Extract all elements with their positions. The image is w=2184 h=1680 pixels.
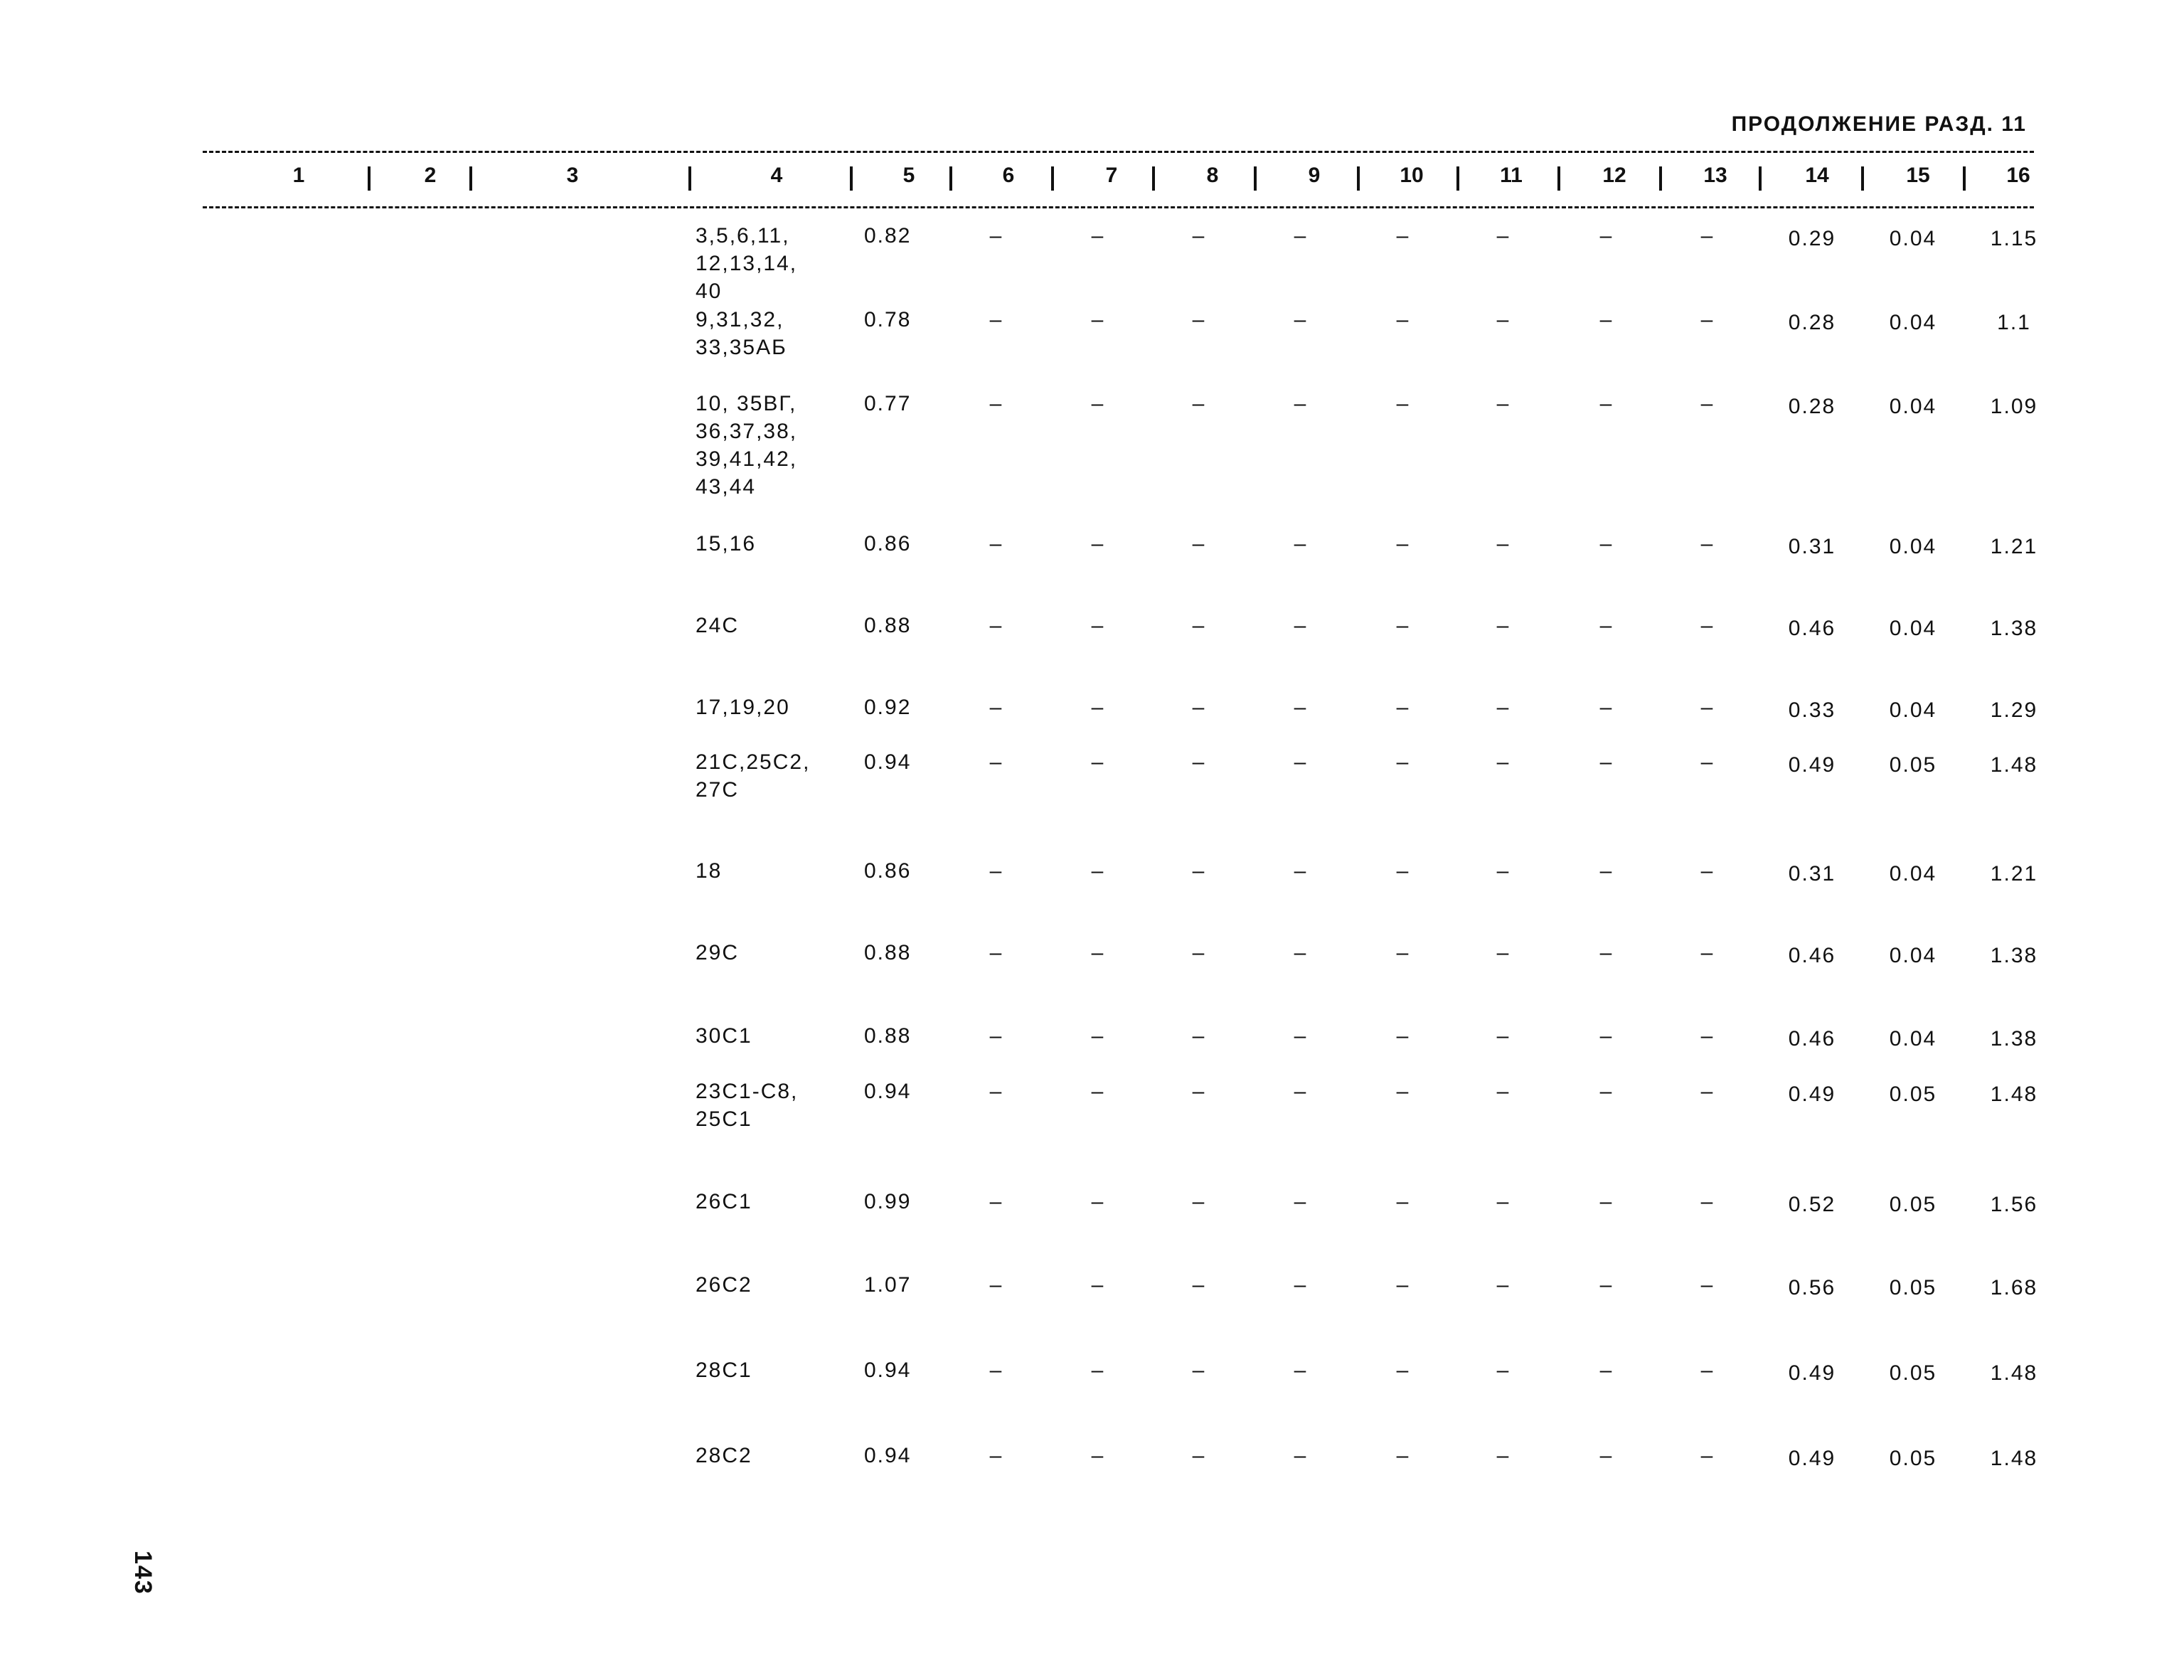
cell-col7: – [1091,614,1104,637]
cell-col11: – [1496,941,1509,964]
cell-col5: 0.86 [864,859,912,883]
cell-col7: – [1091,1080,1104,1103]
cell-col16: 1.38 [1990,944,2038,967]
cell-col9: – [1294,392,1306,415]
column-separator [1152,166,1155,191]
cell-col15: 0.04 [1889,862,1937,886]
cell-col4-line: 28С1 [696,1359,752,1382]
cell-col7: – [1091,1359,1104,1382]
cell-col12: – [1599,1444,1612,1467]
cell-col7: – [1091,696,1104,719]
cell-col4 [696,857,722,885]
cell-col6: – [989,1444,1002,1467]
cell-col7: – [1091,941,1104,964]
cell-col8: – [1192,392,1205,415]
cell-col11: – [1496,1444,1509,1467]
cell-col7: – [1091,308,1104,331]
cell-col4-line: 43,44 [696,475,757,499]
cell-col15: 0.05 [1889,753,1937,777]
cell-col14: 0.49 [1788,753,1836,777]
cell-col4 [696,1022,752,1050]
cell-col9: – [1294,224,1306,248]
section-title: ПРОДОЛЖЕНИЕ РАЗД. 11 [1731,112,2027,136]
cell-col8: – [1192,941,1205,964]
cell-col10: – [1396,1444,1409,1467]
cell-col8: – [1192,1444,1205,1467]
cell-col13: – [1700,941,1713,964]
column-header-12: 12 [1602,164,1626,187]
cell-col13: – [1700,1080,1713,1103]
cell-col11: – [1496,1359,1509,1382]
cell-col8: – [1192,1190,1205,1213]
cell-col16: 1.48 [1990,753,2038,777]
column-header-4: 4 [770,164,783,187]
cell-col16: 1.09 [1990,395,2038,418]
cell-col4 [696,612,739,639]
cell-col9: – [1294,750,1306,774]
cell-col13: – [1700,750,1713,774]
cell-col5: 0.88 [864,941,912,964]
cell-col12: – [1599,859,1612,883]
cell-col12: – [1599,532,1612,555]
cell-col4-line: 25С1 [696,1107,752,1131]
column-header-2: 2 [424,164,437,187]
cell-col5: 0.78 [864,308,912,331]
cell-col15: 0.05 [1889,1276,1937,1299]
cell-col15: 0.04 [1889,395,1937,418]
column-header-13: 13 [1703,164,1727,187]
cell-col6: – [989,750,1002,774]
column-separator [1051,166,1054,191]
cell-col16: 1.48 [1990,1083,2038,1106]
cell-col5: 0.88 [864,614,912,637]
cell-col5: 0.92 [864,696,912,719]
cell-col11: – [1496,1024,1509,1048]
cell-col11: – [1496,1190,1509,1213]
cell-col10: – [1396,1024,1409,1048]
cell-col16: 1.1 [1997,311,2031,334]
cell-col12: – [1599,1359,1612,1382]
cell-col4-line: 10, 35ВГ, [696,392,797,415]
cell-col10: – [1396,1190,1409,1213]
cell-col14: 0.46 [1788,617,1836,640]
cell-col10: – [1396,308,1409,331]
cell-col8: – [1192,1024,1205,1048]
column-separator [1357,166,1360,191]
cell-col11: – [1496,308,1509,331]
cell-col7: – [1091,1273,1104,1297]
cell-col10: – [1396,1273,1409,1297]
cell-col15: 0.05 [1889,1193,1937,1216]
cell-col14: 0.29 [1788,227,1836,250]
cell-col8: – [1192,1273,1205,1297]
column-separator [1254,166,1257,191]
cell-col16: 1.38 [1990,617,2038,640]
cell-col11: – [1496,224,1509,248]
cell-col8: – [1192,859,1205,883]
cell-col4-line: 9,31,32, [696,308,784,331]
cell-col15: 0.04 [1889,617,1937,640]
cell-col6: – [989,1359,1002,1382]
cell-col5: 1.07 [864,1273,912,1297]
column-header-9: 9 [1308,164,1321,187]
cell-col11: – [1496,859,1509,883]
cell-col12: – [1599,392,1612,415]
cell-col8: – [1192,532,1205,555]
cell-col4-line: 18 [696,859,723,883]
cell-col15: 0.04 [1889,227,1937,250]
cell-col12: – [1599,308,1612,331]
cell-col15: 0.05 [1889,1083,1937,1106]
cell-col7: – [1091,224,1104,248]
cell-col13: – [1700,532,1713,555]
cell-col16: 1.29 [1990,698,2038,722]
cell-col5: 0.94 [864,1444,912,1467]
cell-col14: 0.49 [1788,1447,1836,1470]
cell-col12: – [1599,941,1612,964]
cell-col14: 0.46 [1788,1027,1836,1051]
cell-col9: – [1294,859,1306,883]
cell-col7: – [1091,1444,1104,1467]
column-separator [1759,166,1762,191]
cell-col7: – [1091,532,1104,555]
column-header-16: 16 [2006,164,2030,187]
column-separator [368,166,371,191]
cell-col10: – [1396,1359,1409,1382]
column-separator [1861,166,1864,191]
cell-col10: – [1396,1080,1409,1103]
cell-col4 [696,1078,798,1133]
cell-col6: – [989,614,1002,637]
page-number: 143 [129,1551,156,1595]
cell-col14: 0.49 [1788,1083,1836,1106]
cell-col14: 0.49 [1788,1361,1836,1385]
cell-col9: – [1294,1190,1306,1213]
cell-col13: – [1700,1359,1713,1382]
cell-col4-line: 40 [696,280,723,303]
cell-col15: 0.04 [1889,1027,1937,1051]
cell-col6: – [989,1024,1002,1048]
cell-col5: 0.94 [864,750,912,774]
cell-col4 [696,748,810,804]
column-header-14: 14 [1805,164,1829,187]
cell-col6: – [989,1080,1002,1103]
cell-col4-line: 39,41,42, [696,447,798,471]
cell-col9: – [1294,532,1306,555]
column-header-8: 8 [1206,164,1219,187]
column-separator [688,166,691,191]
cell-col5: 0.94 [864,1359,912,1382]
column-header-11: 11 [1500,164,1523,187]
cell-col13: – [1700,614,1713,637]
cell-col10: – [1396,614,1409,637]
cell-col6: – [989,308,1002,331]
cell-col4 [696,1356,752,1384]
cell-col6: – [989,1273,1002,1297]
cell-col10: – [1396,392,1409,415]
cell-col6: – [989,224,1002,248]
cell-col7: – [1091,392,1104,415]
cell-col4-line: 33,35АБ [696,336,787,359]
cell-col4-line: 23С1-С8, [696,1080,799,1103]
cell-col4-line: 12,13,14, [696,252,798,275]
cell-col16: 1.48 [1990,1361,2038,1385]
column-header-1: 1 [292,164,305,187]
cell-col6: – [989,532,1002,555]
column-separator [1659,166,1662,191]
cell-col5: 0.99 [864,1190,912,1213]
cell-col6: – [989,392,1002,415]
cell-col4-line: 17,19,20 [696,696,790,719]
cell-col12: – [1599,1190,1612,1213]
cell-col7: – [1091,750,1104,774]
cell-col12: – [1599,750,1612,774]
column-separator [1557,166,1560,191]
column-separator [469,166,472,191]
cell-col16: 1.15 [1990,227,2038,250]
cell-col10: – [1396,532,1409,555]
cell-col4 [696,222,797,305]
cell-col4-line: 3,5,6,11, [696,224,790,248]
cell-col12: – [1599,614,1612,637]
cell-col8: – [1192,614,1205,637]
cell-col9: – [1294,1359,1306,1382]
cell-col13: – [1700,859,1713,883]
cell-col8: – [1192,308,1205,331]
cell-col4 [696,1188,752,1216]
cell-col4-line: 28С2 [696,1444,752,1467]
column-header-5: 5 [902,164,915,187]
cell-col4 [696,939,739,967]
cell-col4 [696,390,797,501]
cell-col14: 0.28 [1788,395,1836,418]
cell-col10: – [1396,696,1409,719]
cell-col12: – [1599,1080,1612,1103]
cell-col14: 0.52 [1788,1193,1836,1216]
cell-col8: – [1192,696,1205,719]
cell-col11: – [1496,392,1509,415]
cell-col8: – [1192,1080,1205,1103]
cell-col15: 0.05 [1889,1447,1937,1470]
column-header-7: 7 [1105,164,1118,187]
cell-col14: 0.28 [1788,311,1836,334]
cell-col9: – [1294,696,1306,719]
cell-col14: 0.31 [1788,862,1836,886]
cell-col16: 1.68 [1990,1276,2038,1299]
cell-col6: – [989,941,1002,964]
cell-col5: 0.86 [864,532,912,555]
cell-col4-line: 26С1 [696,1190,752,1213]
cell-col11: – [1496,1080,1509,1103]
cell-col13: – [1700,696,1713,719]
cell-col4-line: 24С [696,614,740,637]
cell-col6: – [989,859,1002,883]
cell-col14: 0.33 [1788,698,1836,722]
cell-col13: – [1700,1273,1713,1297]
cell-col13: – [1700,392,1713,415]
cell-col4-line: 15,16 [696,532,757,555]
cell-col7: – [1091,859,1104,883]
cell-col6: – [989,1190,1002,1213]
cell-col7: – [1091,1024,1104,1048]
cell-col10: – [1396,941,1409,964]
column-header-6: 6 [1002,164,1015,187]
column-header-10: 10 [1400,164,1424,187]
cell-col11: – [1496,696,1509,719]
cell-col10: – [1396,859,1409,883]
cell-col15: 0.04 [1889,944,1937,967]
cell-col16: 1.21 [1990,862,2038,886]
cell-col10: – [1396,750,1409,774]
cell-col12: – [1599,1273,1612,1297]
cell-col5: 0.88 [864,1024,912,1048]
cell-col7: – [1091,1190,1104,1213]
cell-col4 [696,1271,752,1299]
column-header-3: 3 [566,164,579,187]
cell-col4-line: 26С2 [696,1273,752,1297]
cell-col13: – [1700,1444,1713,1467]
cell-col4-line: 29С [696,941,740,964]
cell-col4 [696,306,787,361]
cell-col15: 0.04 [1889,535,1937,558]
cell-col9: – [1294,941,1306,964]
cell-col13: – [1700,1024,1713,1048]
column-separator [1963,166,1966,191]
cell-col4 [696,530,756,558]
cell-col14: 0.46 [1788,944,1836,967]
column-separator [1456,166,1459,191]
cell-col16: 1.21 [1990,535,2038,558]
column-separator [949,166,952,191]
column-header-15: 15 [1906,164,1930,187]
cell-col9: – [1294,1273,1306,1297]
cell-col11: – [1496,750,1509,774]
cell-col11: – [1496,1273,1509,1297]
cell-col14: 0.56 [1788,1276,1836,1299]
cell-col9: – [1294,1444,1306,1467]
cell-col4 [696,693,790,721]
cell-col15: 0.05 [1889,1361,1937,1385]
cell-col9: – [1294,1080,1306,1103]
cell-col4 [696,1442,752,1469]
cell-col15: 0.04 [1889,698,1937,722]
cell-col9: – [1294,308,1306,331]
cell-col16: 1.38 [1990,1027,2038,1051]
cell-col5: 0.77 [864,392,912,415]
cell-col8: – [1192,1359,1205,1382]
cell-col8: – [1192,224,1205,248]
cell-col12: – [1599,696,1612,719]
column-separator [850,166,853,191]
cell-col4-line: 27С [696,778,740,802]
cell-col4-line: 30С1 [696,1024,752,1048]
cell-col16: 1.48 [1990,1447,2038,1470]
cell-col9: – [1294,1024,1306,1048]
cell-col11: – [1496,614,1509,637]
cell-col8: – [1192,750,1205,774]
cell-col12: – [1599,1024,1612,1048]
cell-col15: 0.04 [1889,311,1937,334]
cell-col6: – [989,696,1002,719]
cell-col4-line: 21С,25С2, [696,750,811,774]
cell-col9: – [1294,614,1306,637]
cell-col11: – [1496,532,1509,555]
cell-col5: 0.94 [864,1080,912,1103]
cell-col10: – [1396,224,1409,248]
cell-col5: 0.82 [864,224,912,248]
cell-col12: – [1599,224,1612,248]
cell-col13: – [1700,308,1713,331]
cell-col14: 0.31 [1788,535,1836,558]
cell-col4-line: 36,37,38, [696,420,798,443]
cell-col13: – [1700,1190,1713,1213]
cell-col16: 1.56 [1990,1193,2038,1216]
cell-col13: – [1700,224,1713,248]
